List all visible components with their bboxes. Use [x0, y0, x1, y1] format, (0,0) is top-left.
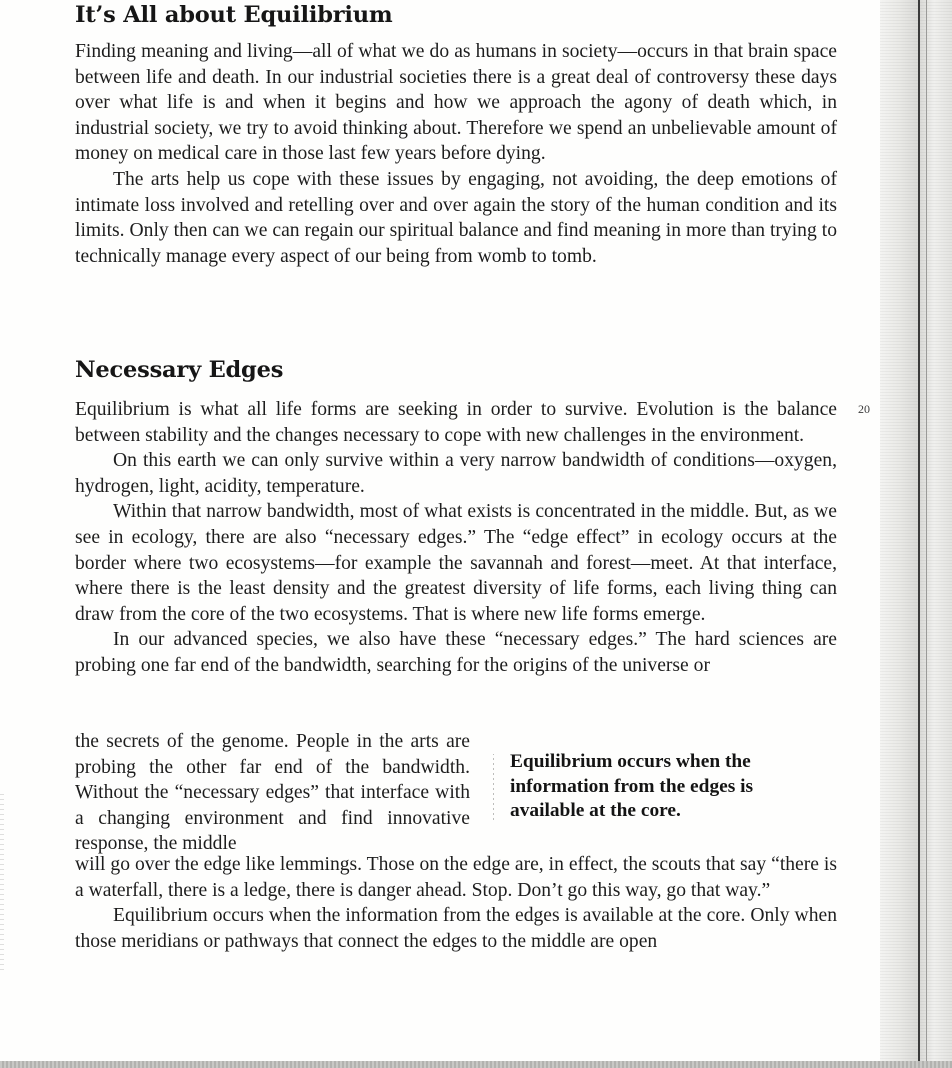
section-heading-equilibrium: It’s All about Equilibrium	[75, 2, 393, 28]
paragraph: Within that narrow bandwidth, most of what exists is concentrated in the middle. But, as we see in ecology, there are also “necessary edges.” The “edge effect” in ecology occurs at the border where two ecosystems—for example the savannah and forest—meet. At that interface, where there is the least density and the greatest diversity of life forms, each living thing can draw from the core of the two ecosystems. That is where new life forms emerge.	[75, 501, 837, 625]
paragraph-continued: will go over the edge like lemmings. Those on the edge are, in effect, the scouts that say “there is a waterfall, there is a ledge, there is danger ahead. Stop. Don’t go this way, go that way.”	[75, 854, 837, 901]
page-gutter-line-secondary	[926, 0, 927, 1068]
wrapped-text-beside-pull-quote	[75, 729, 470, 857]
book-spine-shadow	[880, 0, 952, 1068]
page-gutter-line	[918, 0, 920, 1068]
paragraph: On this earth we can only survive within a very narrow bandwidth of conditions—oxygen, hydrogen, light, acidity, temperature.	[75, 450, 837, 497]
section-heading-necessary-edges: Necessary Edges	[75, 357, 284, 383]
pull-quote: Equilibrium occurs when the information from the edges is available at the core.	[510, 751, 754, 822]
paragraph: Finding meaning and living—all of what we do as humans in society—occurs in that brain space between life and death. In our industrial societies there is a great deal of controversy these days over what life is and when it begins and how we approach the agony of death which, in industrial society, we try to avoid thinking about. Therefore we spend an unbelievable amount of money on medical care in those last few years before dying.	[75, 41, 837, 165]
page-bottom-edge	[0, 1061, 952, 1068]
paragraph-continued: the secrets of the genome. People in the arts are probing the other far end of the bandwidth. Without the “necessary edges” that interface with a changing environment and find innovative response, the middle	[75, 731, 470, 855]
pull-quote-rule	[493, 754, 494, 820]
page-number: 20	[858, 402, 870, 416]
paragraph: Equilibrium occurs when the information from the edges is available at the core. Only when those meridians or pathways that connect the edges to the middle are open	[75, 905, 837, 952]
paragraph: The arts help us cope with these issues by engaging, not avoiding, the deep emotions of intimate loss involved and retelling over and over again the story of the human condition and its limits. Only then can we can regain our spiritual balance and find meaning in more than trying to technically manage every aspect of our being from womb to tomb.	[75, 168, 837, 267]
section-body-equilibrium	[75, 39, 837, 269]
section-body-continued	[75, 852, 837, 954]
paragraph: In our advanced species, we also have these “necessary edges.” The hard sciences are probing one far end of the bandwidth, searching for the origins of the universe or	[75, 629, 837, 676]
section-body-necessary-edges	[75, 397, 837, 679]
scan-edge-speckle	[0, 790, 4, 970]
paragraph: Equilibrium is what all life forms are seeking in order to survive. Evolution is the balance between stability and the changes necessary to cope with new challenges in the environment.	[75, 399, 837, 446]
